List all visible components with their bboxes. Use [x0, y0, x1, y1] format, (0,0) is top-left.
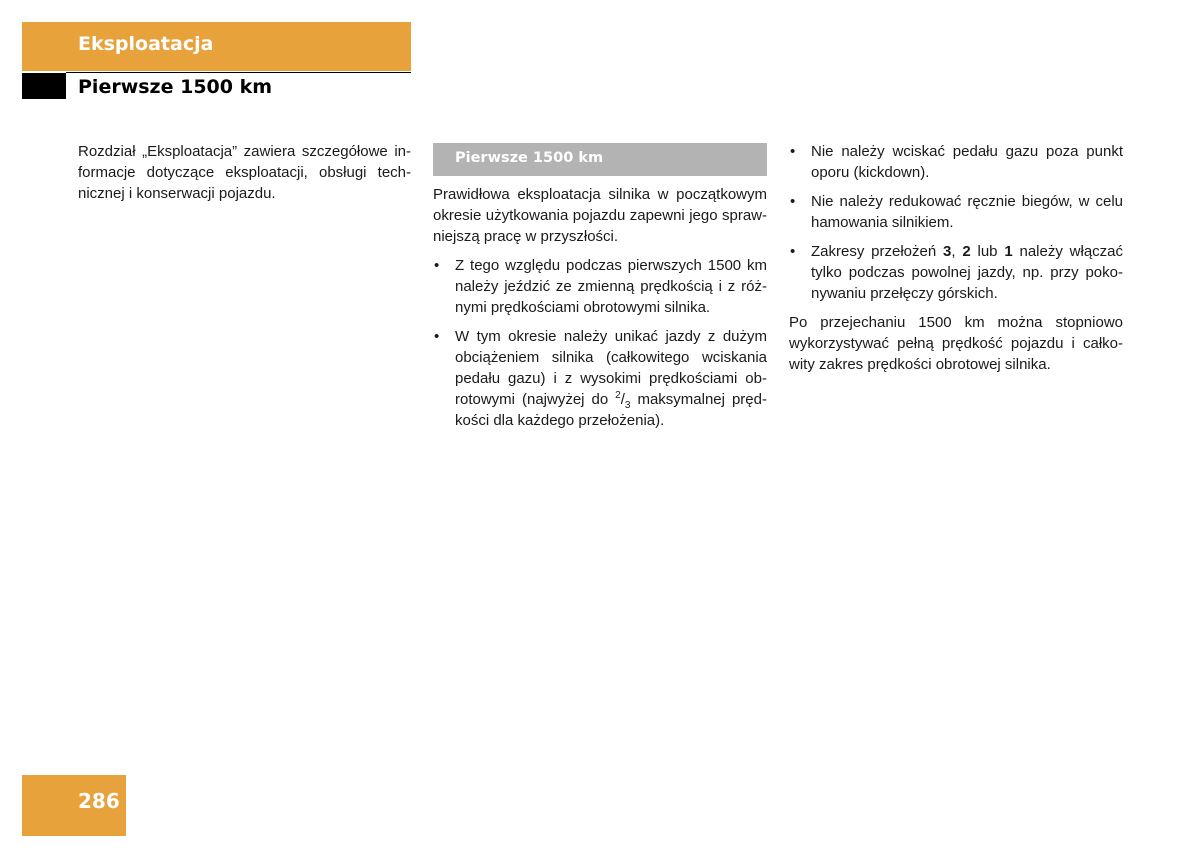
bullet-icon: •	[790, 143, 796, 160]
column-2	[433, 143, 767, 439]
text-line: Prawidłowa eksploatacja silnika w początkowym	[433, 186, 767, 203]
text-line: formacje dotyczące eksploatacji, obsługi tech-	[78, 164, 411, 181]
text-line: oporu (kickdown).	[811, 164, 930, 181]
text-fragment: maksymalnej pręd-	[630, 391, 767, 408]
text-line-gears	[811, 241, 1123, 262]
text-line-fraction	[455, 389, 767, 410]
text-fragment: lub	[970, 243, 1005, 260]
list-item	[789, 141, 1123, 183]
subsection-heading: Pierwsze 1500 km	[433, 143, 767, 176]
paragraph	[433, 184, 767, 247]
text-line: nymi prędkościami obrotowymi silnika.	[455, 299, 711, 316]
text-line: hamowania silnikiem.	[811, 214, 954, 231]
list-item	[433, 255, 767, 318]
gear-3: 3	[943, 243, 952, 260]
text-line: należy jeździć ze zmienną prędkością i z róż-	[455, 278, 767, 295]
text-line: okresie użytkowania pojazdu zapewni jego spraw-	[433, 207, 767, 224]
text-line: kości dla każdego przełożenia).	[455, 412, 665, 429]
section-title: Pierwsze 1500 km	[78, 76, 273, 98]
text-line: nywaniu przełęczy górskich.	[811, 285, 998, 302]
intro-paragraph	[78, 141, 411, 204]
section-marker	[22, 73, 66, 99]
text-fragment: rotowymi (najwyżej do	[455, 391, 616, 408]
text-line: pedału gazu) i z wysokimi prędkościami ob-	[455, 370, 767, 387]
text-fragment: ,	[951, 243, 963, 260]
text-line: wity zakres prędkości obrotowej silnika.	[789, 356, 1051, 373]
bullet-icon: •	[434, 328, 440, 345]
text-line: Nie należy wciskać pedału gazu poza punkt	[811, 143, 1123, 160]
text-line: Po przejechaniu 1500 km można stopniowo	[789, 314, 1123, 331]
fraction-denominator: 3	[624, 400, 631, 411]
text-line: Z tego względu podczas pierwszych 1500 km	[455, 257, 767, 274]
list-item	[789, 191, 1123, 233]
text-line: W tym okresie należy unikać jazdy z dużym	[455, 328, 767, 345]
text-line: wykorzystywać pełną prędkość pojazdu i całko-	[789, 335, 1123, 352]
section-divider	[66, 72, 411, 73]
column-1	[78, 141, 411, 204]
bullet-icon: •	[790, 193, 796, 210]
fraction-numerator: 2	[615, 390, 621, 401]
text-line: tylko podczas powolnej jazdy, np. przy poko-	[811, 264, 1123, 281]
bullet-icon: •	[790, 243, 796, 260]
text-fragment: należy włączać	[1012, 243, 1124, 260]
text-line: Nie należy redukować ręcznie biegów, w celu	[811, 193, 1123, 210]
text-line: Rozdział „Eksploatacja” zawiera szczegółowe in-	[78, 143, 411, 160]
bullet-icon: •	[434, 257, 440, 274]
page-number: 286	[78, 789, 120, 813]
list-item	[433, 326, 767, 431]
gear-2: 2	[962, 243, 971, 260]
gear-1: 1	[1004, 243, 1013, 260]
column-3	[789, 141, 1123, 383]
paragraph	[789, 312, 1123, 375]
chapter-title: Eksploatacja	[78, 33, 214, 55]
text-fragment: Zakresy przełożeń	[811, 243, 944, 260]
fraction-slash: /	[620, 391, 625, 408]
text-line: niejszą pracę w przyszłości.	[433, 228, 619, 245]
text-line: nicznej i konserwacji pojazdu.	[78, 185, 276, 202]
list-item	[789, 241, 1123, 304]
text-line: obciążeniem silnika (całkowitego wciskania	[455, 349, 767, 366]
